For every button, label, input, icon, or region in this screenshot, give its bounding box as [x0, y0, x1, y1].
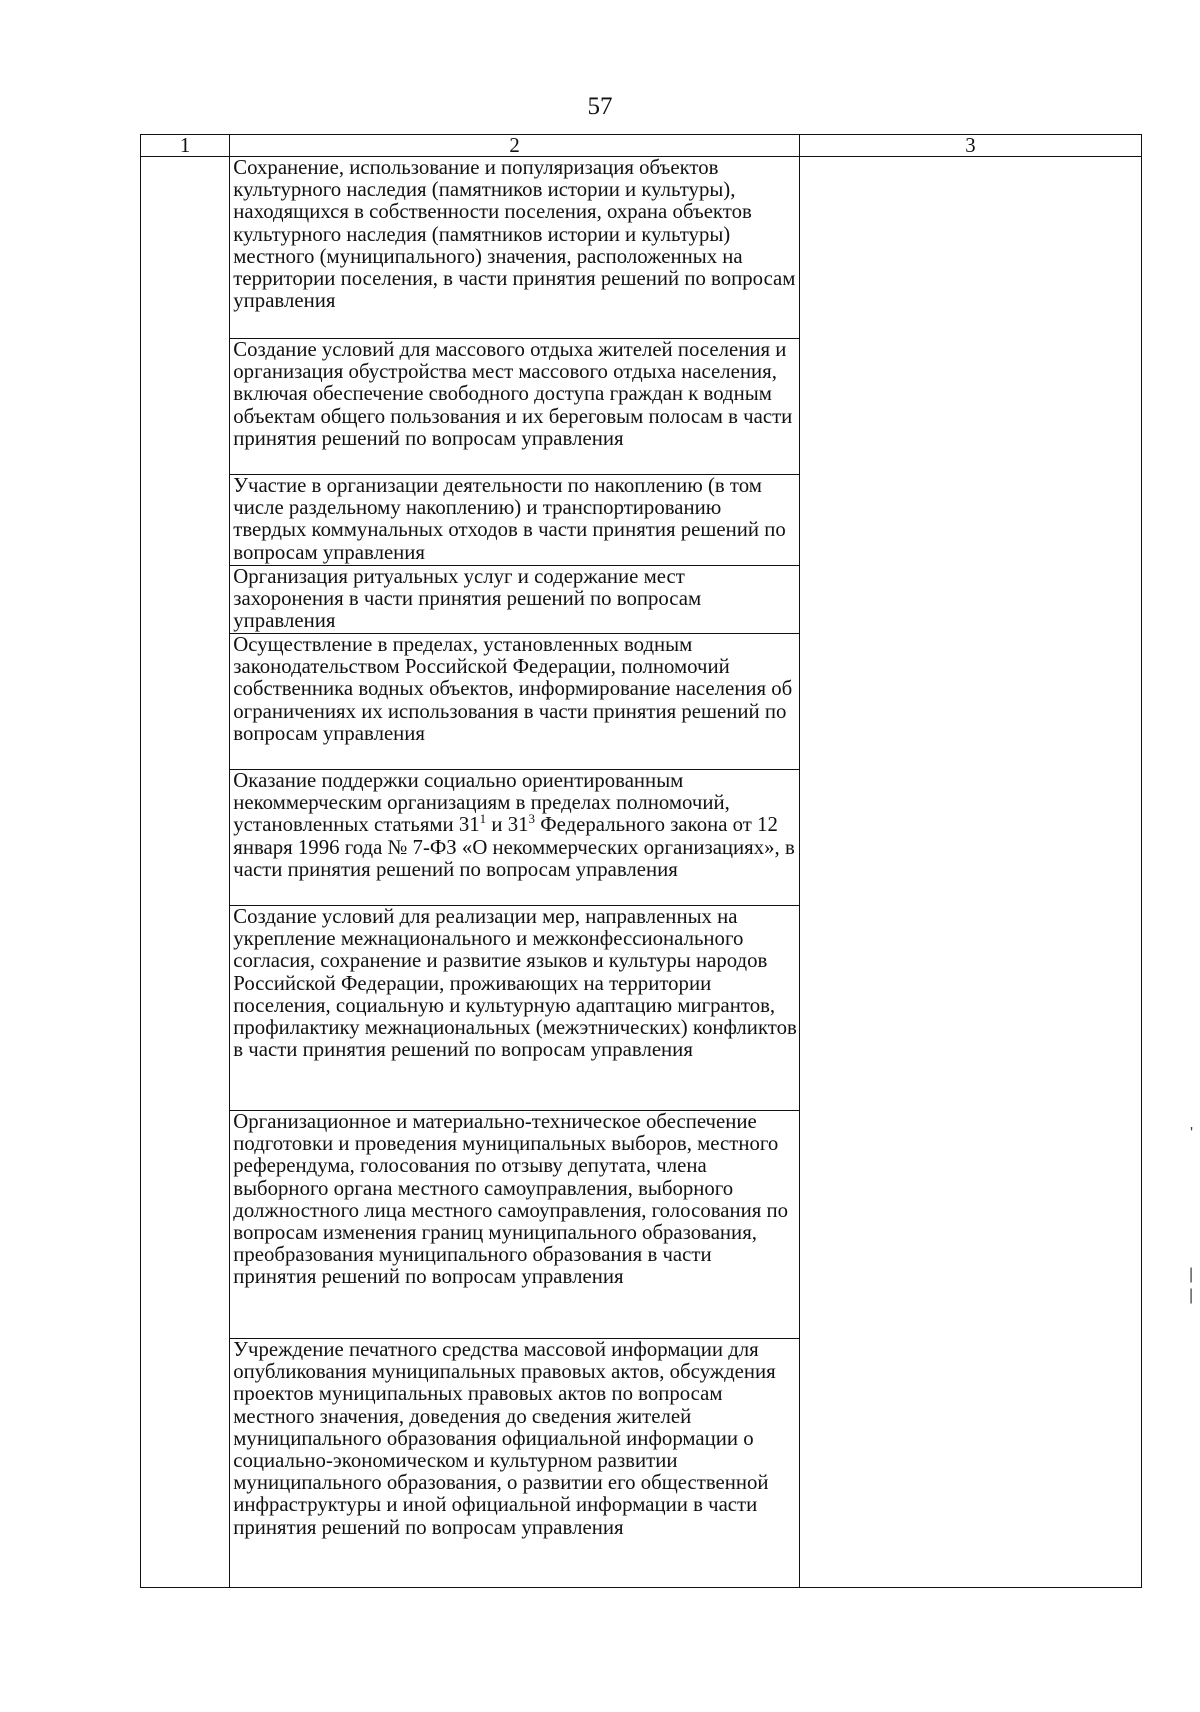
table-cell-text: Сохранение, использование и популяризация объектов культурного наследия (памятников истории и культуры), находящихся в собственности поселения, охрана объектов культурного наследия (памятников истории и культуры) местного (муниципального) значения, расположенных на территории поселения, в части принятия решений по вопросам управления — [230, 157, 800, 339]
scan-artifact-mark: | — [1189, 1287, 1194, 1304]
authority-table — [140, 134, 1142, 1588]
text-part: Оказание поддержки социально ориентированным некоммерческим организациям в пределах полномочий, установленных статьями 31 — [233, 769, 730, 837]
table-header-row — [141, 135, 1142, 157]
text-part: и 31 — [486, 813, 529, 837]
table-cell-text: Создание условий для массового отдыха жителей поселения и организация обустройства мест массового отдыха населения, включая обеспечение свободного доступа граждан к водным объектам общего пользования и их береговым полосам в части принятия решений по вопросам управления — [230, 339, 800, 475]
column-header-3: 3 — [799, 135, 1141, 157]
scan-artifact-mark: ' — [1190, 1125, 1194, 1142]
scan-artifact-mark: | — [1189, 1266, 1194, 1283]
table-cell-text: Осуществление в пределах, установленных водным законодательством Российской Федерации, полномочий собственника водных объектов, информирование населения об ограничениях их использования в части принятия решений по вопросам управления — [230, 634, 800, 770]
superscript: 3 — [528, 811, 535, 827]
column-3-empty-cell — [799, 157, 1141, 1588]
table-cell-text: Учреждение печатного средства массовой информации для опубликования муниципальных правовых актов, обсуждения проектов муниципальных правовых актов по вопросам местного значения, доведения до сведения жителей муниципального образования официальной информации о социально-экономическом и культурном развитии муниципального образования, о развитии его общественной инфраструктуры и иной официальной информации в части принятия решений по вопросам управления — [230, 1339, 800, 1588]
column-1-empty-cell — [141, 157, 230, 1588]
table-row — [141, 157, 1142, 339]
superscript: 1 — [479, 811, 487, 827]
table-cell-text: Организационное и материально-техническое обеспечение подготовки и проведения муниципальных выборов, местного референдума, голосования по отзыву депутата, члена выборного органа местного самоуправления, выборного должностного лица местного самоуправления, голосования по вопросам изменения границ муниципального образования, преобразования муниципального образования в части принятия решений по вопросам управления — [230, 1111, 800, 1339]
table-cell-text: Организация ритуальных услуг и содержание мест захоронения в части принятия решений по вопросам управления — [230, 566, 800, 634]
table-cell-text — [230, 770, 800, 906]
page-number: 57 — [587, 93, 613, 120]
column-header-2: 2 — [230, 135, 800, 157]
table-cell-text: Создание условий для реализации мер, направленных на укрепление межнационального и межконфессионального согласия, сохранение и развитие языков и культуры народов Российской Федерации, проживающих на территории поселения, социальную и культурную адаптацию мигрантов, профилактику межнациональных (межэтнических) конфликтов в части принятия решений по вопросам управления — [230, 906, 800, 1111]
column-header-1: 1 — [141, 135, 230, 157]
table-cell-text: Участие в организации деятельности по накоплению (в том числе раздельному накоплению) и транспортированию твердых коммунальных отходов в части принятия решений по вопросам управления — [230, 475, 800, 566]
text-part: Федерального закона от 12 января 1996 года № 7-ФЗ «О некоммерческих организациях», в части принятия решений по вопросам управления — [233, 813, 795, 881]
